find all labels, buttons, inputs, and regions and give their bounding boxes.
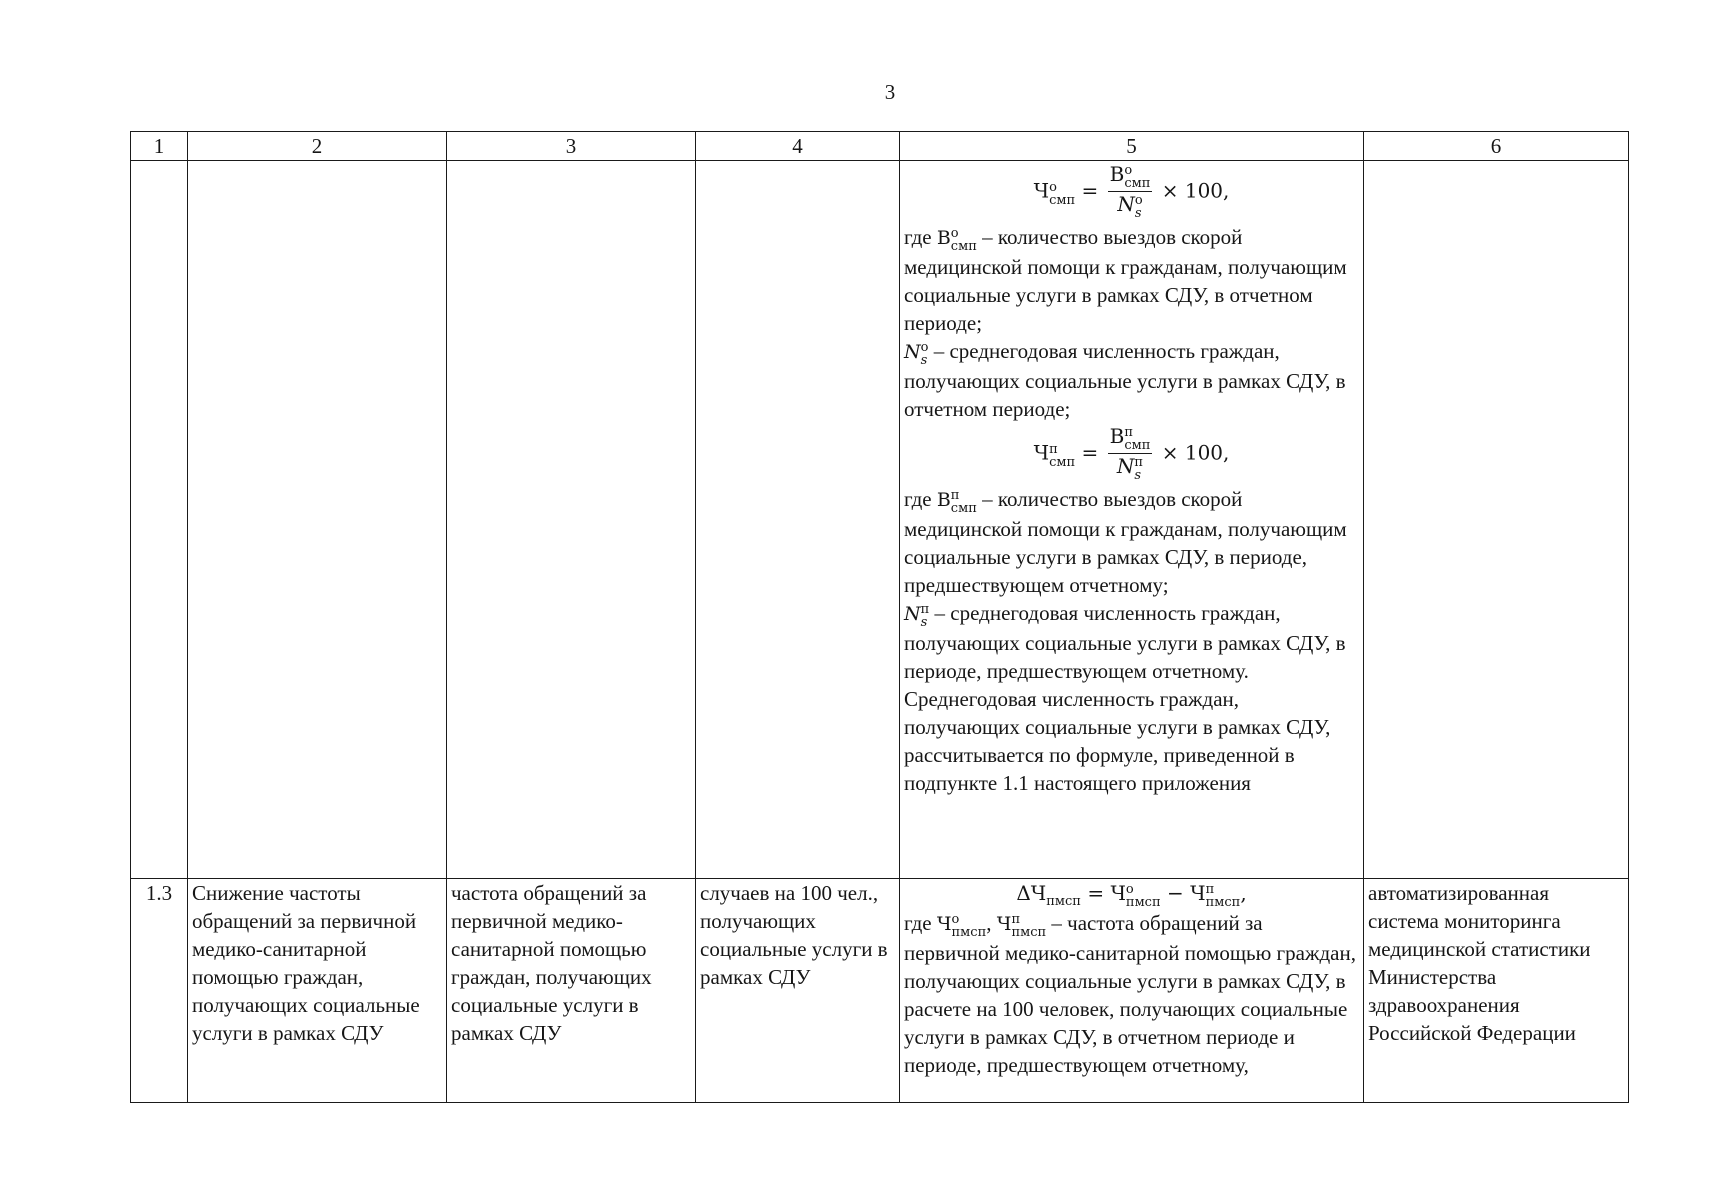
header-col-5: 5 — [900, 132, 1364, 161]
row-1-3-calculation — [900, 879, 1364, 1103]
table-header-row — [131, 132, 1629, 161]
formula-ambulance-previous: Ч п смп = В п смп N п s × 100, — [1033, 424, 1230, 483]
cont-cell-col6 — [1364, 161, 1629, 879]
cont-cell-col2 — [188, 161, 447, 879]
page-number: 3 — [884, 80, 896, 104]
cont-cell-col1 — [131, 161, 188, 879]
header-col-6: 6 — [1364, 132, 1629, 161]
definition-pmsp-frequency: где Ч о пмсп , Ч п пмсп – частота обращений за первичной медико-санитарной помощью граждан, получающих социальные услуги в рамках СДУ, в расчете на 100 человек, получающих социальные услуги в рамках СДУ, в отчетном периоде и периоде, предшествующем отчетному, — [904, 911, 1356, 1077]
formula-ambulance-current: Ч о смп = В о смп N о s × 100, — [1033, 162, 1230, 221]
definition-avg-population-previous: N п s – среднегодовая численность граждан, получающих социальные услуги в рамках СДУ, в периоде, предшествующем отчетному. — [904, 601, 1346, 683]
definition-ambulance-calls-previous: где В п смп – количество выездов скорой медицинской помощи к гражданам, получающим социальные услуги в рамках СДУ, в периоде, предшествующем отчетному; — [904, 487, 1347, 597]
note-avg-population-formula: Среднегодовая численность граждан, получающих социальные услуги в рамках СДУ, рассчитывается по формуле, приведенной в подпункте 1.1 настоящего приложения — [904, 687, 1331, 795]
row-1-3-number: 1.3 — [131, 879, 188, 1103]
row-1-3-indicator-definition: частота обращений за первичной медико-санитарной помощью граждан, получающих социальные услуги в рамках СДУ — [447, 879, 696, 1103]
cont-cell-col5 — [900, 161, 1364, 879]
indicator-table — [130, 131, 1629, 1103]
table-row-continuation — [131, 161, 1629, 879]
definition-ambulance-calls-current: где В о смп – количество выездов скорой медицинской помощи к гражданам, получающим социальные услуги в рамках СДУ, в отчетном периоде; — [904, 225, 1347, 335]
table-row-1-3 — [131, 879, 1629, 1103]
header-col-3: 3 — [447, 132, 696, 161]
header-col-4: 4 — [696, 132, 900, 161]
cont-cell-col3 — [447, 161, 696, 879]
definition-avg-population-current: N о s – среднегодовая численность граждан, получающих социальные услуги в рамках СДУ, в отчетном периоде; — [904, 339, 1346, 421]
formula-pmsp-change: $\Delta Ч_{пмсп} = Ч$ о пмсп − Ч п пмсп , — [1016, 881, 1247, 910]
header-col-1: 1 — [131, 132, 188, 161]
row-1-3-data-source: автоматизированная система мониторинга медицинской статистики Министерства здравоохранения Российской Федерации — [1364, 879, 1629, 1103]
row-1-3-unit: случаев на 100 чел., получающих социальные услуги в рамках СДУ — [696, 879, 900, 1103]
header-col-2: 2 — [188, 132, 447, 161]
row-1-3-indicator-name: Снижение частоты обращений за первичной медико-санитарной помощью граждан, получающих социальные услуги в рамках СДУ — [188, 879, 447, 1103]
cont-cell-col4 — [696, 161, 900, 879]
